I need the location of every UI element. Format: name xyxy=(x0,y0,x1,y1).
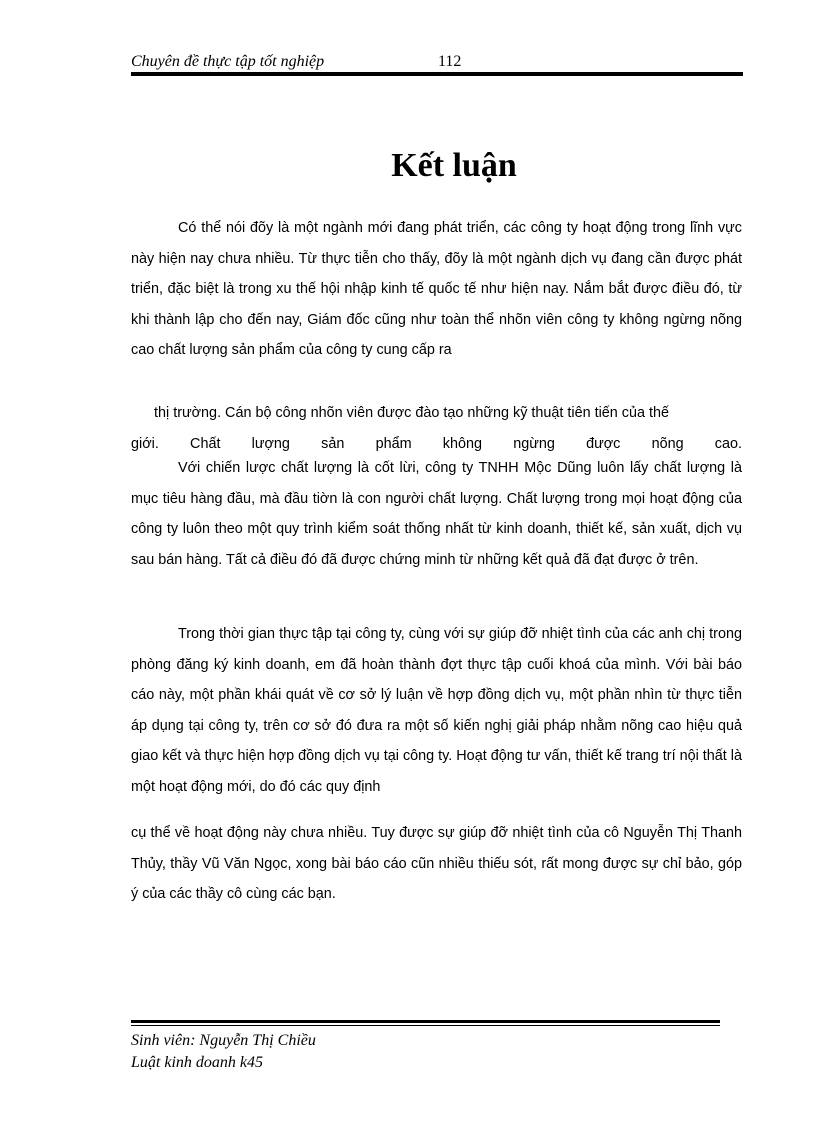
page-footer xyxy=(131,1030,316,1074)
page-header xyxy=(131,52,743,72)
paragraph-2-line-1: thị trường. Cán bộ công nhõn viên được đào tạo những kỹ thuật tiên tiến của thế xyxy=(154,405,669,421)
paragraph-4-text: Trong thời gian thực tập tại công ty, cùng với sự giúp đỡ nhiệt tình của các anh chị trong phòng đăng ký kinh doanh, em đã hoàn thành đợt thực tập cuối khoá của mình. Với bài báo cáo này, một phần khái quát về cơ sở lý luận về hợp đồng dịch vụ, một phần nhìn từ thực tiễn áp dụng tại công ty, trên cơ sở đó đưa ra một số kiến nghị giải pháp nhằm nõng cao hiệu quả giao kết và thực hiện hợp đồng dịch vụ tại công ty. Hoạt động tư vấn, thiết kế trang trí nội thất là một hoạt động mới, do đó các quy định xyxy=(131,626,742,795)
footer-rule xyxy=(131,1020,720,1026)
footer-class: Luật kinh doanh k45 xyxy=(131,1054,263,1071)
header-title: Chuyên đề thực tập tốt nghiệp xyxy=(131,53,325,70)
paragraph-3-text: Với chiến lược chất lượng là cốt lừi, công ty TNHH Mộc Dũng luôn lấy chất lượng là mục tiêu hàng đầu, mà đầu tiờn là con người chất lượng. Chất lượng trong mọi hoạt động của công ty luôn theo một quy trình kiểm soát thống nhất từ kinh doanh, thiết kế, sản xuất, dịch vụ sau bán hàng. Tất cả điều đó đã được chứng minh từ những kết quả đã đạt được ở trên. xyxy=(131,460,742,568)
paragraph-1-text: Có thể nói đõy là một ngành mới đang phát triển, các công ty hoạt động trong lĩnh vực này hiện nay chưa nhiều. Từ thực tiễn cho thấy, đõy là một ngành dịch vụ đang cần được phát triển, đặc biệt là trong xu thế hội nhập kinh tế quốc tế như hiện nay. Nắm bắt được điều đó, từ khi thành lập cho đến nay, Giám đốc cũng như toàn thể nhõn viên công ty không ngừng nõng cao chất lượng sản phẩm của công ty cung cấp ra xyxy=(131,220,742,358)
footer-student: Sinh viên: Nguyễn Thị Chiều xyxy=(131,1032,316,1049)
page-title: Kết luận xyxy=(391,147,517,184)
paragraph-5 xyxy=(131,818,742,910)
page-number: 112 xyxy=(438,53,462,70)
paragraph-2 xyxy=(131,398,742,459)
header-rule xyxy=(131,72,743,76)
paragraph-3 xyxy=(131,453,742,575)
paragraph-4 xyxy=(131,619,742,802)
paragraph-5-text: cụ thể về hoạt động này chưa nhiều. Tuy được sự giúp đỡ nhiệt tình của cô Nguyễn Thị Thanh Thủy, thầy Vũ Văn Ngọc, xong bài báo cáo cũn nhiều thiếu sót, rất mong được sự chỉ bảo, góp ý của các thầy cô cùng các bạn. xyxy=(131,825,742,902)
paragraph-2-line-2: giới. Chất lượng sản phẩm không ngừng được nõng cao. xyxy=(131,435,742,452)
paragraph-1 xyxy=(131,213,742,366)
